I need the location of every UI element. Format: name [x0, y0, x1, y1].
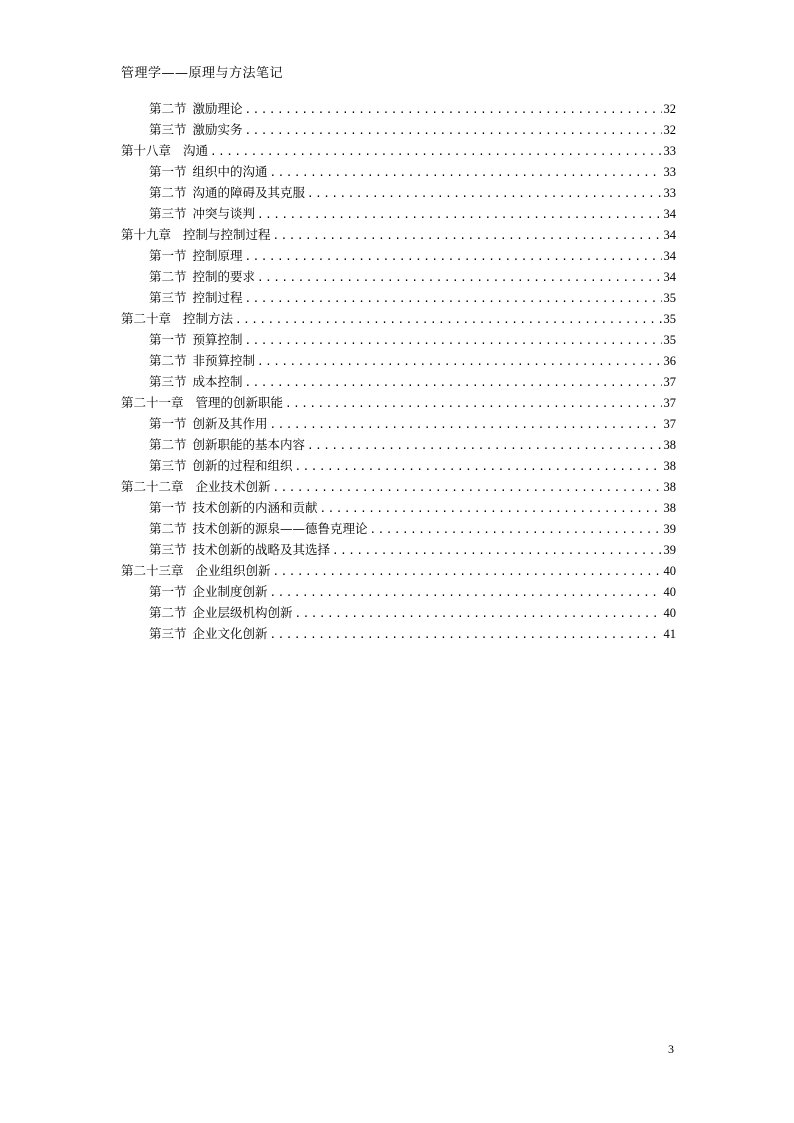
- toc-section-entry[interactable]: [121, 203, 676, 224]
- toc-page-number: 37: [663, 396, 676, 410]
- toc-entry-title: 组织中的沟通: [192, 164, 268, 179]
- toc-entry-title: 企业层级机构创新: [192, 605, 293, 620]
- toc-entry-label: [149, 602, 293, 623]
- toc-entry-number: 第一节: [149, 164, 187, 179]
- toc-section-entry[interactable]: [121, 539, 676, 560]
- toc-dot-leader: [332, 540, 661, 561]
- toc-dot-leader: [270, 162, 662, 183]
- toc-chapter-entry[interactable]: [121, 392, 676, 413]
- toc-entry-number: 第一节: [149, 332, 187, 347]
- toc-page-number: 36: [663, 354, 676, 368]
- toc-section-entry[interactable]: [121, 413, 676, 434]
- toc-entry-title: 企业技术创新: [195, 479, 271, 494]
- toc-page-number: 33: [663, 165, 676, 179]
- toc-section-entry[interactable]: [121, 434, 676, 455]
- toc-page-number: 34: [663, 207, 676, 221]
- toc-page-number: 40: [663, 564, 676, 578]
- toc-entry-number: 第二十章: [121, 311, 172, 326]
- toc-entry-number: 第二十三章: [121, 563, 184, 578]
- toc-entry-title: 预算控制: [192, 332, 243, 347]
- toc-dot-leader: [307, 435, 661, 456]
- toc-entry-label: [121, 308, 233, 329]
- toc-page-number: 38: [663, 501, 676, 515]
- toc-section-entry[interactable]: [121, 266, 676, 287]
- toc-entry-label: [121, 560, 271, 581]
- toc-section-entry[interactable]: [121, 497, 676, 518]
- toc-entry-title: 非预算控制: [192, 353, 256, 368]
- toc-entry-number: 第二十一章: [121, 395, 184, 410]
- toc-page-number: 33: [663, 144, 676, 158]
- toc-entry-number: 第三节: [149, 458, 187, 473]
- toc-entry-label: [149, 266, 255, 287]
- toc-entry-number: 第二节: [149, 353, 187, 368]
- toc-section-entry[interactable]: [121, 581, 676, 602]
- toc-section-entry[interactable]: [121, 287, 676, 308]
- toc-page-number: 32: [663, 102, 676, 116]
- toc-section-entry[interactable]: [121, 455, 676, 476]
- toc-section-entry[interactable]: [121, 98, 676, 119]
- toc-dot-leader: [273, 561, 662, 582]
- toc-section-entry[interactable]: [121, 623, 676, 644]
- toc-entry-title: 激励实务: [192, 122, 243, 137]
- toc-dot-leader: [285, 393, 661, 414]
- toc-entry-label: [121, 224, 271, 245]
- toc-dot-leader: [273, 225, 662, 246]
- toc-entry-number: 第十九章: [121, 227, 172, 242]
- toc-entry-label: [149, 497, 318, 518]
- toc-section-entry[interactable]: [121, 371, 676, 392]
- toc-dot-leader: [245, 372, 662, 393]
- toc-dot-leader: [245, 120, 662, 141]
- toc-entry-label: [149, 581, 268, 602]
- toc-dot-leader: [295, 456, 662, 477]
- toc-page-number: 40: [663, 585, 676, 599]
- toc-page-number: 34: [663, 270, 676, 284]
- running-header: 管理学——原理与方法笔记: [121, 66, 284, 81]
- toc-entry-number: 第二十二章: [121, 479, 184, 494]
- toc-page-number: 32: [663, 123, 676, 137]
- toc-entry-title: 企业制度创新: [192, 584, 268, 599]
- toc-entry-title: 技术创新的源泉——德鲁克理论: [192, 521, 368, 536]
- toc-dot-leader: [307, 183, 661, 204]
- toc-entry-label: [149, 287, 243, 308]
- toc-chapter-entry[interactable]: [121, 476, 676, 497]
- toc-entry-title: 控制的要求: [192, 269, 256, 284]
- toc-entry-label: [149, 245, 243, 266]
- toc-entry-number: 第一节: [149, 416, 187, 431]
- toc-section-entry[interactable]: [121, 602, 676, 623]
- toc-page-number: 39: [663, 522, 676, 536]
- toc-dot-leader: [320, 498, 662, 519]
- toc-dot-leader: [245, 99, 662, 120]
- toc-chapter-entry[interactable]: [121, 224, 676, 245]
- toc-entry-label: [149, 539, 330, 560]
- toc-dot-leader: [257, 204, 661, 225]
- page-number: 3: [668, 1042, 674, 1056]
- toc-dot-leader: [257, 351, 661, 372]
- toc-entry-title: 技术创新的内涵和贡献: [192, 500, 318, 515]
- toc-dot-leader: [270, 624, 662, 645]
- toc-entry-title: 管理的创新职能: [195, 395, 284, 410]
- toc-entry-title: 沟通: [183, 143, 209, 158]
- toc-section-entry[interactable]: [121, 329, 676, 350]
- toc-entry-title: 激励理论: [192, 101, 243, 116]
- toc-entry-title: 控制原理: [192, 248, 243, 263]
- toc-entry-title: 创新职能的基本内容: [192, 437, 306, 452]
- toc-page-number: 35: [663, 333, 676, 347]
- toc-page-number: 34: [663, 228, 676, 242]
- toc-dot-leader: [273, 477, 662, 498]
- toc-chapter-entry[interactable]: [121, 308, 676, 329]
- toc-entry-number: 第一节: [149, 584, 187, 599]
- toc-entry-number: 第三节: [149, 542, 187, 557]
- toc-page-number: 39: [663, 543, 676, 557]
- toc-page-number: 34: [663, 249, 676, 263]
- toc-entry-number: 第一节: [149, 500, 187, 515]
- toc-entry-number: 第二节: [149, 101, 187, 116]
- toc-entry-title: 控制与控制过程: [183, 227, 271, 242]
- toc-entry-label: [121, 140, 208, 161]
- toc-entry-label: [149, 623, 268, 644]
- toc-entry-title: 创新及其作用: [192, 416, 268, 431]
- toc-section-entry[interactable]: [121, 350, 676, 371]
- toc-entry-title: 控制过程: [192, 290, 243, 305]
- toc-entry-label: [149, 455, 293, 476]
- toc-dot-leader: [235, 309, 661, 330]
- toc-entry-number: 第二节: [149, 521, 187, 536]
- toc-section-entry[interactable]: [121, 161, 676, 182]
- toc-entry-number: 第三节: [149, 290, 187, 305]
- toc-entry-label: [149, 350, 255, 371]
- toc-entry-number: 第三节: [149, 374, 187, 389]
- toc-entry-label: [149, 161, 268, 182]
- toc-entry-number: 第三节: [149, 122, 187, 137]
- toc-dot-leader: [245, 330, 662, 351]
- toc-page-number: 37: [663, 417, 676, 431]
- toc-chapter-entry[interactable]: [121, 560, 676, 581]
- toc-entry-number: 第三节: [149, 206, 187, 221]
- toc-entry-number: 第三节: [149, 626, 187, 641]
- toc-entry-label: [149, 329, 243, 350]
- toc-dot-leader: [295, 603, 662, 624]
- toc-dot-leader: [257, 267, 661, 288]
- toc-entry-label: [149, 203, 255, 224]
- toc-entry-title: 企业文化创新: [192, 626, 268, 641]
- toc-entry-title: 成本控制: [192, 374, 243, 389]
- toc-entry-title: 技术创新的战略及其选择: [192, 542, 331, 557]
- toc-entry-title: 冲突与谈判: [192, 206, 256, 221]
- toc-page-number: 35: [663, 291, 676, 305]
- toc-section-entry[interactable]: [121, 518, 676, 539]
- toc-entry-label: [149, 98, 243, 119]
- toc-entry-label: [121, 392, 283, 413]
- toc-entry-title: 创新的过程和组织: [192, 458, 293, 473]
- toc-page-number: 33: [663, 186, 676, 200]
- toc-entry-number: 第二节: [149, 437, 187, 452]
- toc-page-number: 41: [663, 627, 676, 641]
- toc-page-number: 37: [663, 375, 676, 389]
- toc-entry-number: 第二节: [149, 269, 187, 284]
- toc-chapter-entry[interactable]: [121, 140, 676, 161]
- toc-entry-label: [149, 182, 305, 203]
- toc-entry-number: 第一节: [149, 248, 187, 263]
- toc-dot-leader: [270, 414, 662, 435]
- toc-entry-label: [149, 371, 243, 392]
- toc-page-number: 38: [663, 480, 676, 494]
- toc-section-entry[interactable]: [121, 182, 676, 203]
- toc-entry-title: 企业组织创新: [195, 563, 271, 578]
- toc-section-entry[interactable]: [121, 245, 676, 266]
- toc-page-number: 40: [663, 606, 676, 620]
- toc-entry-number: 第十八章: [121, 143, 172, 158]
- toc-entry-label: [149, 434, 305, 455]
- toc-dot-leader: [210, 141, 661, 162]
- toc-dot-leader: [270, 582, 662, 603]
- toc-entry-label: [149, 119, 243, 140]
- toc-dot-leader: [245, 288, 662, 309]
- toc-entry-title: 沟通的障碍及其克服: [192, 185, 306, 200]
- toc-entry-label: [121, 476, 271, 497]
- toc-page-number: 38: [663, 438, 676, 452]
- toc-page-number: 38: [663, 459, 676, 473]
- toc-entry-number: 第二节: [149, 185, 187, 200]
- toc-dot-leader: [245, 246, 662, 267]
- toc-page-number: 35: [663, 312, 676, 326]
- toc-entry-title: 控制方法: [183, 311, 234, 326]
- toc-entry-label: [149, 518, 368, 539]
- toc-section-entry[interactable]: [121, 119, 676, 140]
- toc-entry-label: [149, 413, 268, 434]
- toc-dot-leader: [370, 519, 662, 540]
- table-of-contents: [121, 98, 676, 644]
- toc-entry-number: 第二节: [149, 605, 187, 620]
